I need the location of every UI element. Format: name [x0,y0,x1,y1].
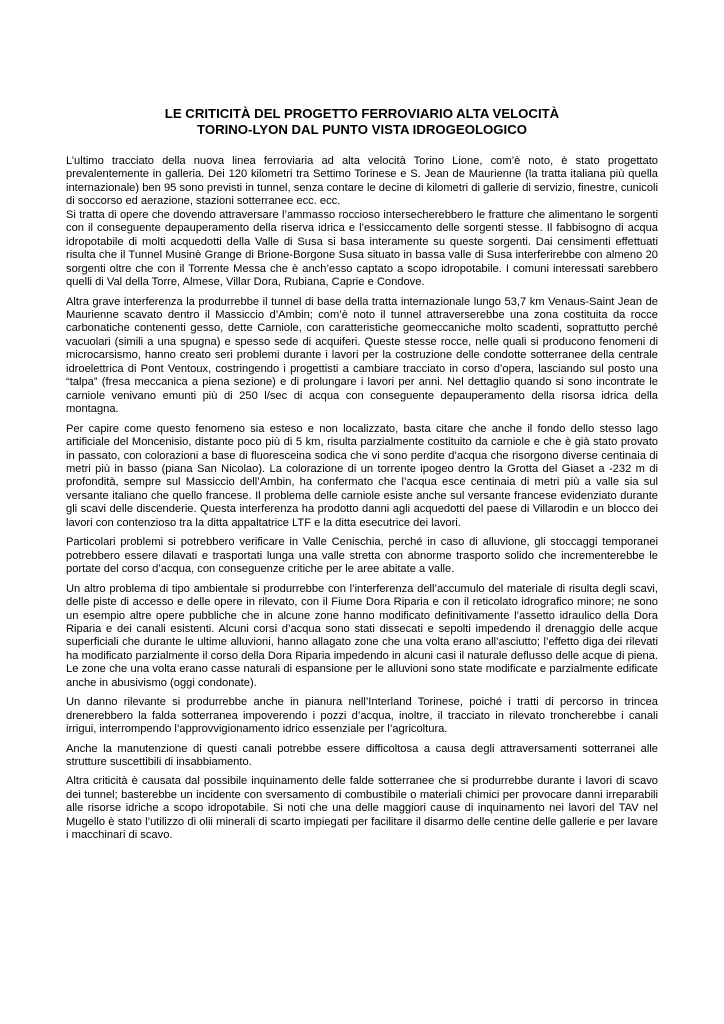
paragraph-dora-riparia: Un altro problema di tipo ambientale si produrrebbe con l’interferenza dell’accumulo del materiale di risulta degli scavi, delle piste di accesso e delle opere in rilevato, con il Fiume Dora Riparia e con il reticolato idrografico minore; ne sono un esempio altre opere pubbliche che in alcune zone hanno modificato definitivamente l’assetto idraulico della Dora Riparia e dei canali esistenti. Alcuni corsi d’acqua sono stati dissecati e sepolti impedendo il drenaggio delle acque superficiali che durante le ultime alluvioni, hanno allagato zone che una volta erano all’asciutto; l’effetto diga dei rilevati ha modificato parzialmente il corso della Dora Riparia impedendo in alcuni casi il naturale deflusso delle acque di piena. Le zone che una volta erano casse naturali di espansione per le alluvioni sono state modificate e parzialmente edificate anche in abusivismo (oggi condonate). [66,582,658,689]
document-page [66,106,658,849]
paragraph-inquinamento-falde: Altra criticità è causata dal possibile inquinamento delle falde sotterranee che si produrrebbe durante i lavori di scavo dei tunnel; basterebbe un incidente con sversamento di combustibile o materiali chimici per provocare danni irreparabili alle risorse idriche a scopo idropotabile. Si noti che una delle maggiori cause di inquinamento nei lavori del TAV nel Mugello è stato l’utilizzo di olii minerali di scarto impiegati per facilitare il disarmo delle centine delle gallerie e per lavare i macchinari di scavo. [66,775,658,842]
paragraph-moncenisio: Per capire come questo fenomeno sia esteso e non localizzato, basta citare che anche il fondo dello stesso lago artificiale del Moncenisio, distante poco più di 5 km, risulta parzialmente costituito da carniole e che è già stato provato in passato, con colorazioni a base di fluoresceina sodica che vi sono perdite d’acqua che risorgono diverse centinaia di metri più in basso (piana San Nicolao). La colorazione di un torrente ipogeo dentro la Grotta del Giaset a -232 m di profondità, sempre sul Massiccio dell’Ambin, ha confermato che l’acqua esce centinaia di metri più a valle sia sul versante italiano che quello francese. Il problema delle carniole esiste anche sul versante francese evidenziato durante gli scavi delle discenderie. Questa interferenza ha prodotto danni agli acquedotti del paese di Villarodin e un blocco dei lavori con contenzioso tra la ditta appaltatrice LTF e la ditta esecutrice dei lavori. [66,422,658,529]
paragraph-intro: L’ultimo tracciato della nuova linea ferroviaria ad alta velocità Torino Lione, com’è noto, è stato progettato prevalentemente in galleria. Dei 120 kilometri tra Settimo Torinese e S. Jean de Maurienne (la tratta italiana più quella internazionale) ben 95 sono previsti in tunnel, senza contare le decine di kilometri di gallerie di servizio, finestre, cunicoli di soccorso ed aerazione, stazioni sotterranee ecc. ecc. [66,155,658,208]
title-line-2: TORINO-LYON DAL PUNTO VISTA IDROGEOLOGICO [197,122,527,137]
document-title [66,106,658,138]
paragraph-interland-torinese: Un danno rilevante si produrrebbe anche in pianura nell’Interland Torinese, poiché i tratti di percorso in trincea drenerebbero la falda sotterranea impoverendo i pozzi d’acqua, inoltre, il tracciato in rilevato troncherebbe i canali irrigui, interrompendo l’approvvigionamento idrico essenziale per l’agricoltura. [66,696,658,736]
paragraph-tunnel-di-base: Altra grave interferenza la produrrebbe il tunnel di base della tratta internazionale lungo 53,7 km Venaus-Saint Jean de Maurienne scavato dentro il Massiccio d’Ambin; com’è noto il tunnel attraverserebbe una zona costituita da rocce carbonatiche contenenti gesso, dette Carniole, con caratteristiche geomeccaniche molto scadenti, soprattutto perché vacuolari (simili a una spugna) e spesso sede di acquiferi. Queste stesse rocce, nelle quali si producono fenomeni di microcarsismo, hanno creato seri problemi durante i lavori per la costruzione delle condotte sotterranee della centrale idroelettrica di Pont Ventoux, costringendo i progettisti a cambiare tracciato in corso d’opera, lasciando sul posto una “talpa” (fresa meccanica a piena sezione) e di prolungare i lavori per anni. Nel dettaglio quando si sono incontrate le carniole venivano emunti più di 250 l/sec di acqua con conseguente depauperamento della risorsa idrica della montagna. [66,295,658,416]
paragraph-manutenzione-canali: Anche la manutenzione di questi canali potrebbe essere difficoltosa a causa degli attraversamenti sotterranei alle strutture suscettibili di insabbiamento. [66,742,658,769]
title-line-1: LE CRITICITÀ DEL PROGETTO FERROVIARIO ALTA VELOCITÀ [164,106,560,121]
paragraph-valle-cenischia: Particolari problemi si potrebbero verificare in Valle Cenischia, perché in caso di alluvione, gli stoccaggi temporanei potrebbero essere dilavati e trasportati lunga una valle stretta con abnorme trasporto solido che incrementerebbe le portate del corso d’acqua, con conseguenze critiche per le aree abitate a valle. [66,536,658,576]
paragraph-sorgenti: Si tratta di opere che dovendo attraversare l’ammasso roccioso intersecherebbero le fratture che alimentano le sorgenti con il conseguente depauperamento della riserva idrica e l’essiccamento delle sorgenti stesse. Il fabbisogno di acqua idropotabile di molti acquedotti della Valle di Susa si basa interamente su queste sorgenti. Dai censimenti effettuati risulta che il Tunnel Musinè Grange di Brione-Borgone Susa situato in bassa valle di Susa interferirebbe con almeno 20 sorgenti oltre che con il Torrente Messa che è anch’esso captato a scopo idropotabile. I comuni interessati sarebbero quelli di Val della Torre, Almese, Villar Dora, Rubiana, Caprie e Condove. [66,208,658,289]
